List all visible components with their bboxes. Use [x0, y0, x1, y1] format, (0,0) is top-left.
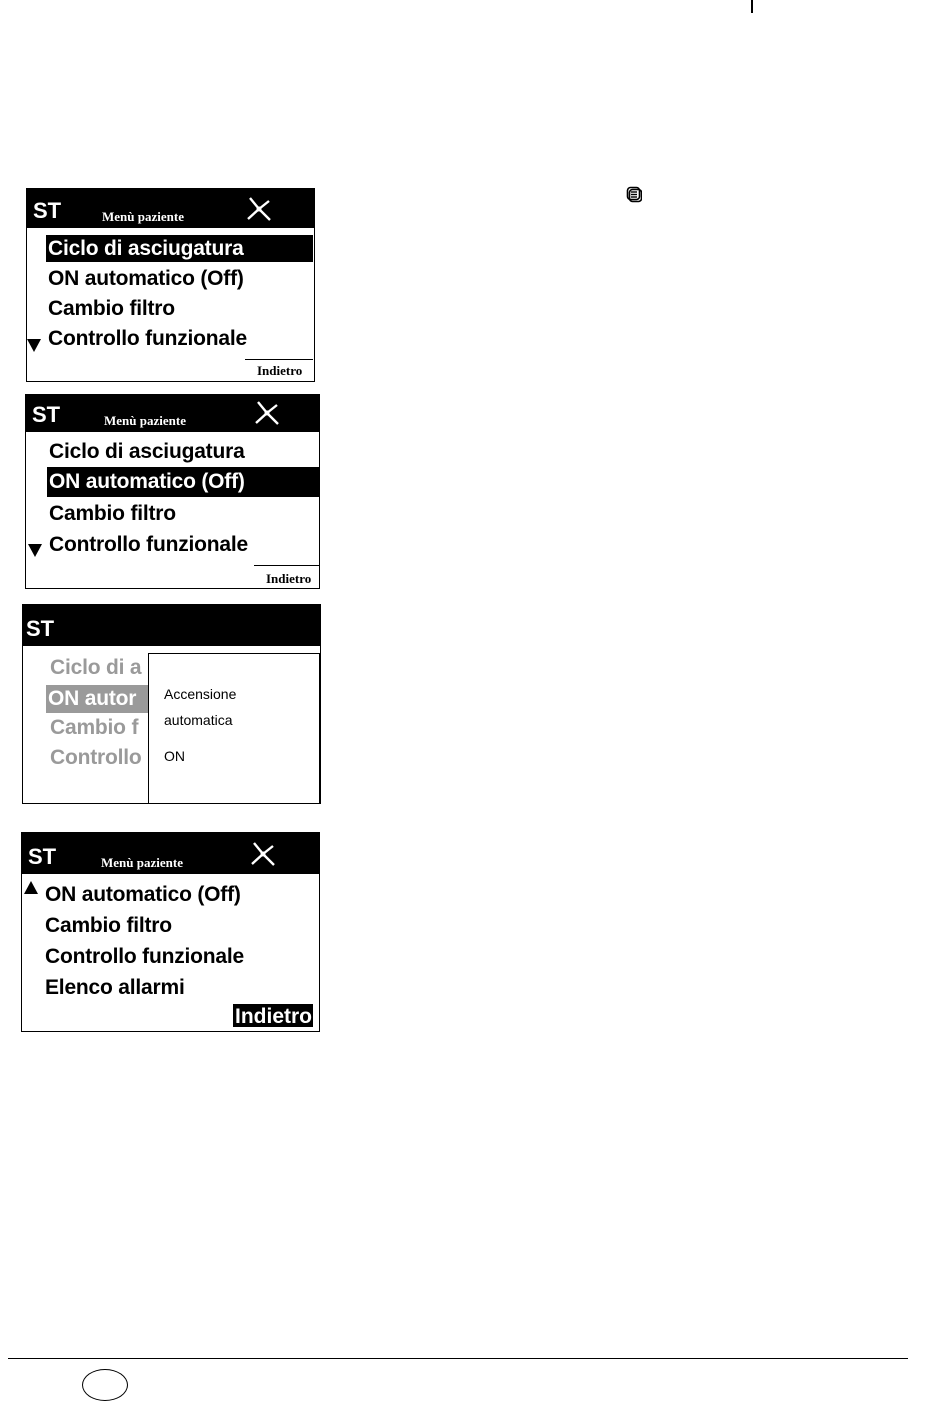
menu-item-2[interactable]: Cambio filtro [45, 914, 172, 937]
header-st-label: ST [26, 616, 55, 641]
wind-icon [245, 195, 273, 223]
arrow-up-icon [24, 881, 38, 894]
menu-item-4: Controllo [50, 746, 142, 769]
screen-header [26, 395, 319, 432]
display-screen-2 [25, 394, 320, 589]
menu-item-2: ON autor [46, 685, 156, 713]
popup-title-line2: automatica [164, 712, 233, 728]
popup-title-line1: Accensione [164, 686, 237, 702]
header-title: Menù paziente [104, 413, 186, 428]
menu-item-3: Cambio f [50, 716, 139, 739]
menu-item-4[interactable]: Controllo funzionale [48, 327, 247, 350]
header-st-label: ST [33, 198, 62, 223]
wind-icon [249, 840, 277, 868]
language-oval [82, 1369, 128, 1401]
header-title: Menù paziente [101, 855, 183, 870]
screen-header [23, 605, 320, 646]
display-screen-4 [21, 832, 320, 1032]
popup-value[interactable]: ON [164, 748, 185, 764]
menu-item-3[interactable]: Cambio filtro [49, 502, 176, 525]
menu-item-4[interactable]: Elenco allarmi [45, 976, 185, 999]
back-button[interactable]: Indietro [257, 363, 303, 378]
header-title: Menù paziente [102, 209, 184, 224]
back-divider [245, 359, 313, 360]
menu-item-4[interactable]: Controllo funzionale [49, 533, 248, 556]
back-button[interactable]: Indietro [266, 571, 312, 586]
menu-item-3[interactable]: Controllo funzionale [45, 945, 244, 968]
menu-item-3[interactable]: Cambio filtro [48, 297, 175, 320]
footer-divider [8, 1358, 908, 1359]
header-st-label: ST [28, 844, 57, 869]
auto-on-popup [148, 653, 320, 804]
back-divider [254, 565, 319, 566]
menu-key-icon [626, 186, 642, 203]
menu-item-2[interactable]: ON automatico (Off) [47, 467, 319, 497]
screen-header [22, 833, 319, 874]
header-st-label: ST [32, 402, 61, 427]
menu-item-1: Ciclo di a [50, 656, 142, 679]
screen-header [27, 189, 314, 228]
arrow-down-icon [27, 339, 41, 352]
menu-item-1[interactable]: Ciclo di asciugatura [49, 440, 245, 463]
top-margin-mark [751, 0, 753, 13]
menu-item-1[interactable]: ON automatico (Off) [45, 883, 241, 906]
menu-item-1[interactable]: Ciclo di asciugatura [46, 235, 313, 262]
display-screen-1 [26, 188, 315, 382]
arrow-down-icon [28, 544, 42, 557]
menu-item-2[interactable]: ON automatico (Off) [48, 267, 244, 290]
wind-icon [253, 399, 281, 427]
back-button[interactable]: Indietro [235, 1005, 312, 1028]
display-screen-3 [22, 604, 321, 804]
